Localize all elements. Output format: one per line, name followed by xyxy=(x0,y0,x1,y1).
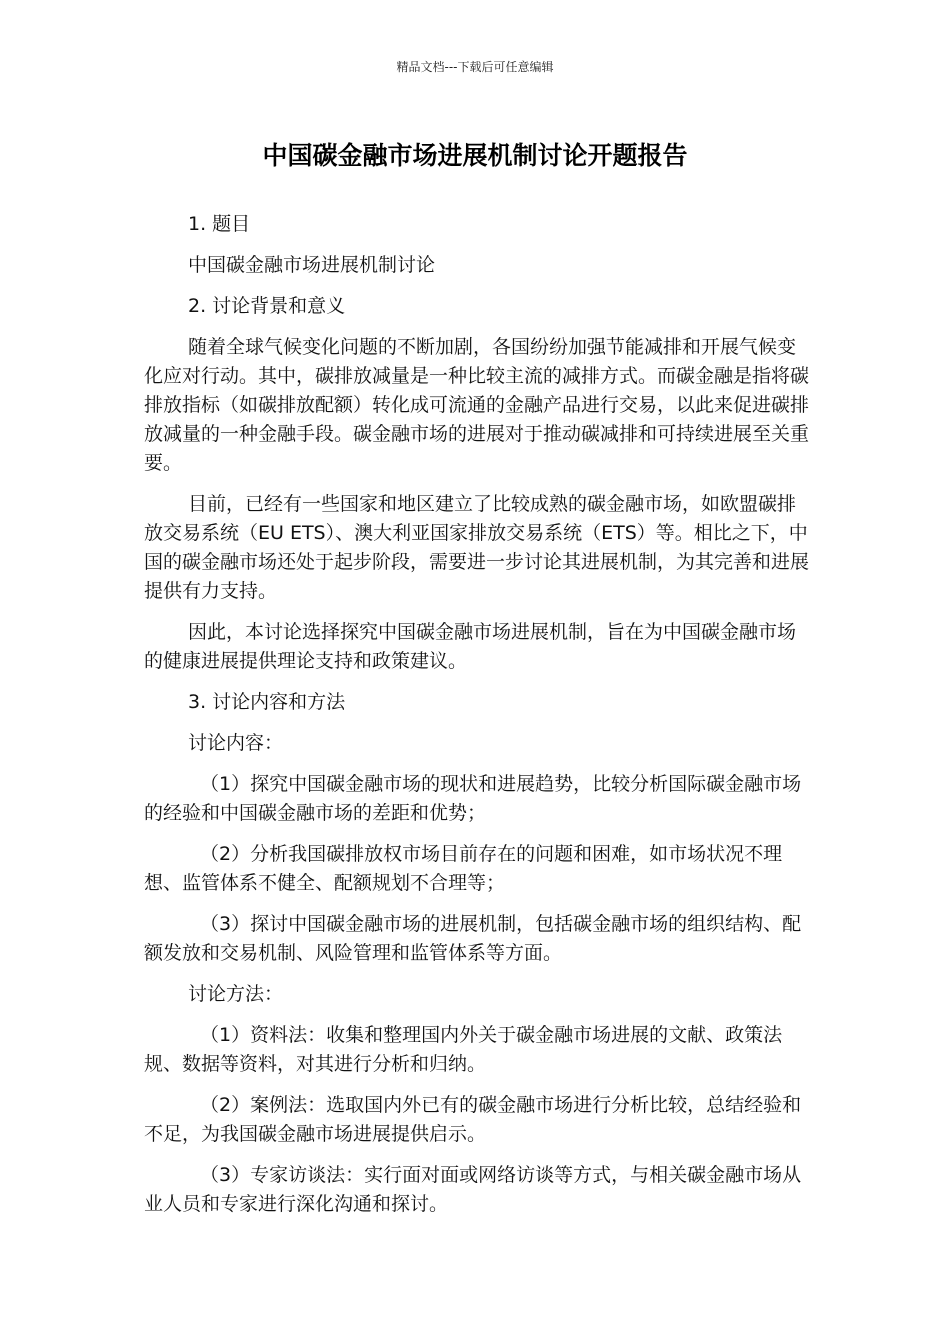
section-heading-topic: 1. 题目 xyxy=(188,213,251,235)
subheading-method: 讨论方法： xyxy=(188,983,284,1005)
body-paragraph: 目前，已经有一些国家和地区建立了比较成熟的碳金融市场，如欧盟碳排放交易系统（EU ETS）、澳大利亚国家排放交易系统（ETS）等。相比之下，中国的碳金融市场还处于起步阶段，需要进一步讨论其进展机制，为其完善和进展提供有力支持。 xyxy=(144,493,810,602)
subheading-content: 讨论内容： xyxy=(188,732,284,754)
list-item: （1）资料法：收集和整理国内外关于碳金融市场进展的文献、政策法规、数据等资料，对其进行分析和归纳。 xyxy=(144,1024,783,1075)
section-heading-background: 2. 讨论背景和意义 xyxy=(188,295,346,317)
list-item: （3）专家访谈法：实行面对面或网络访谈等方式，与相关碳金融市场从业人员和专家进行深化沟通和探讨。 xyxy=(144,1164,802,1215)
header-note: 精品文档---下载后可任意编辑 xyxy=(396,60,554,74)
topic-text: 中国碳金融市场进展机制讨论 xyxy=(188,254,436,276)
body-paragraph: 因此，本讨论选择探究中国碳金融市场进展机制，旨在为中国碳金融市场的健康进展提供理论支持和政策建议。 xyxy=(144,621,797,672)
document-body xyxy=(144,210,812,1231)
body-paragraph: 随着全球气候变化问题的不断加剧，各国纷纷加强节能减排和开展气候变化应对行动。其中，碳排放减量是一种比较主流的减排方式。而碳金融是指将碳排放指标（如碳排放配额）转化成可流通的金融产品进行交易，以此来促进碳排放减量的一种金融手段。碳金融市场的进展对于推动碳减排和可持续进展至关重要。 xyxy=(144,336,810,474)
document-title: 中国碳金融市场进展机制讨论开题报告 xyxy=(262,141,688,170)
section-heading-content-method: 3. 讨论内容和方法 xyxy=(188,691,346,713)
list-item: （2）分析我国碳排放权市场目前存在的问题和困难，如市场状况不理想、监管体系不健全、配额规划不合理等； xyxy=(144,843,783,894)
list-item: （1）探究中国碳金融市场的现状和进展趋势，比较分析国际碳金融市场的经验和中国碳金融市场的差距和优势； xyxy=(144,773,802,824)
list-item: （3）探讨中国碳金融市场的进展机制，包括碳金融市场的组织结构、配额发放和交易机制、风险管理和监管体系等方面。 xyxy=(144,913,802,964)
list-item: （2）案例法：选取国内外已有的碳金融市场进行分析比较，总结经验和不足，为我国碳金融市场进展提供启示。 xyxy=(144,1094,802,1145)
